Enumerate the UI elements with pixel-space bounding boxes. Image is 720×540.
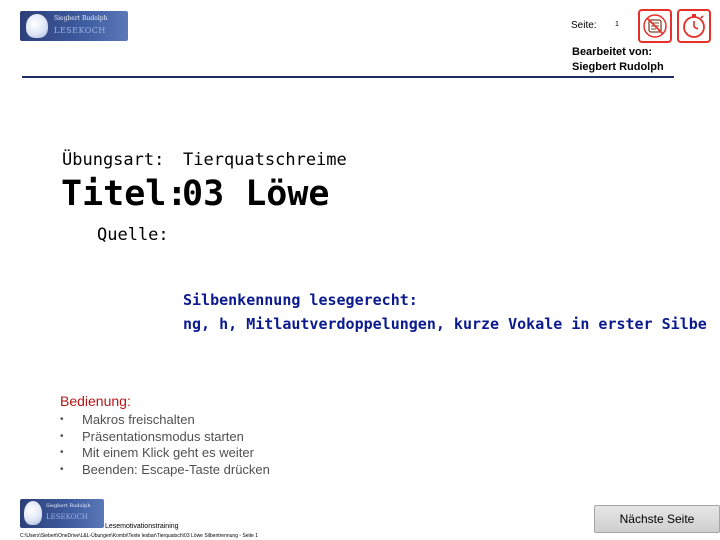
bullet: • <box>60 447 64 458</box>
operation-item-2: Präsentationsmodus starten <box>82 428 244 444</box>
footer-logo-line-2: LESEKOCH <box>46 513 88 521</box>
header-rule <box>22 76 674 78</box>
logo-line-2: LESEKOCH <box>54 26 106 35</box>
page-number: 1 <box>615 21 619 28</box>
syllable-details: ng, h, Mitlautverdoppelungen, kurze Vokale in erster Silbe <box>183 315 707 333</box>
header-logo <box>20 11 128 41</box>
syllable-heading: Silbenkennung lesegerecht: <box>183 291 418 309</box>
operation-item-3: Mit einem Klick geht es weiter <box>82 445 254 460</box>
bullet: • <box>60 430 64 442</box>
stopwatch-icon[interactable] <box>677 9 711 43</box>
operation-item-1: Makros freischalten <box>82 412 195 427</box>
title-label: Titel: <box>61 174 188 214</box>
footer-logo <box>20 499 104 528</box>
exercise-type-label: Übungsart: <box>62 150 165 170</box>
edited-by-block <box>572 45 664 75</box>
chef-hat-icon <box>24 501 42 525</box>
page-label: Seite: <box>571 20 597 31</box>
edited-by-name: Siegbert Rudolph <box>572 61 664 73</box>
operation-title: Bedienung: <box>60 393 131 409</box>
footer-logo-line-1: Siegbert Rudolph <box>46 503 91 509</box>
edited-by-label: Bearbeitet von: <box>572 46 653 58</box>
macro-warning-icon[interactable] <box>638 9 672 43</box>
operation-item-4: Beenden: Escape-Taste drücken <box>82 461 270 477</box>
logo-line-1: Siegbert Rudolph <box>54 15 108 22</box>
exercise-type-value: Tierquatschreime <box>183 150 347 170</box>
bullet: • <box>60 414 64 425</box>
bullet: • <box>60 463 64 475</box>
title-value: 03 Löwe <box>182 174 330 214</box>
footer-course: Lesemotivationstraining <box>105 523 179 530</box>
source-label: Quelle: <box>97 225 169 245</box>
chef-hat-icon <box>26 14 48 38</box>
next-page-button[interactable]: Nächste Seite <box>594 505 720 533</box>
footer-file-path: C:\Users\Siebert\OneDrive\L&L-Übungen\Kombi\Texte lesbar\Tierquatsch\03 Löwe Silbentrennung - Seite 1 <box>20 533 258 539</box>
